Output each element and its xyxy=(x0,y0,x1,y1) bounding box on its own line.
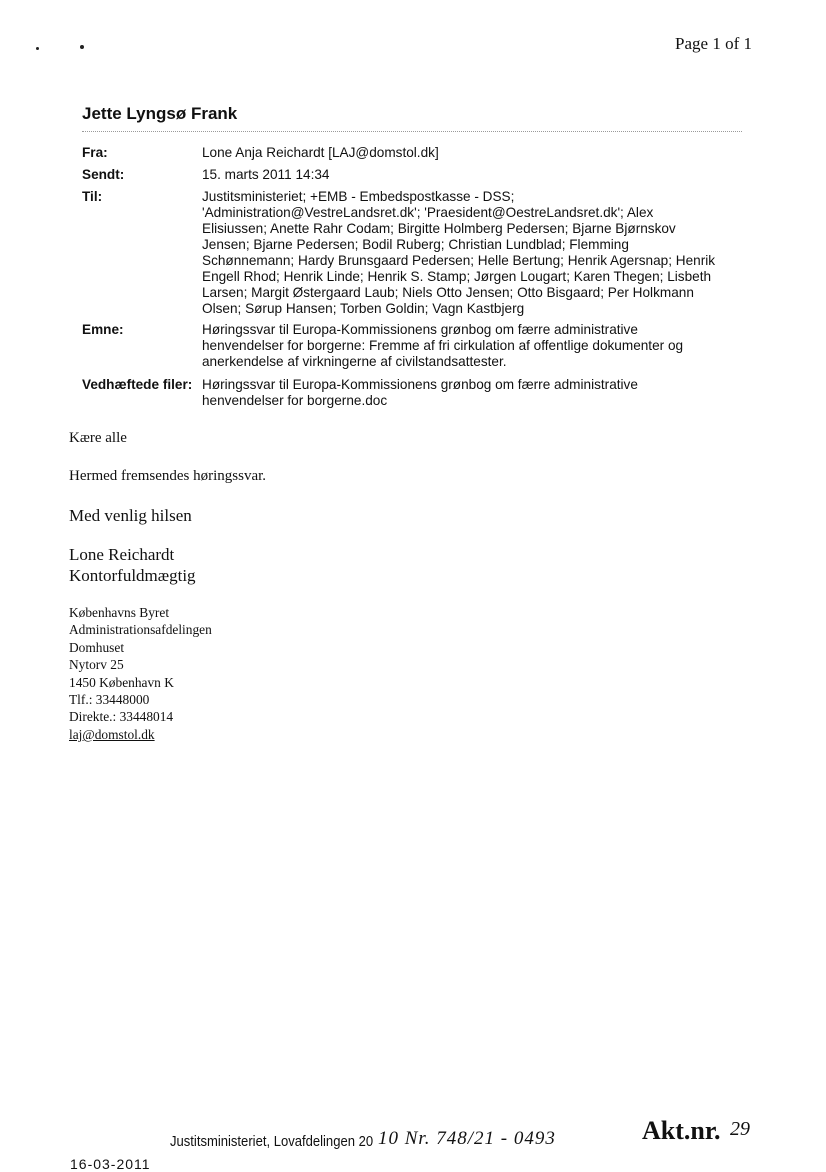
email-link[interactable]: laj@domstol.dk xyxy=(69,726,155,742)
signature-line: Københavns Byret xyxy=(69,605,170,620)
header-attachments-value xyxy=(202,377,742,409)
signature-line: 1450 København K xyxy=(69,674,174,690)
signature-line: Tlf.: 33448000 xyxy=(69,692,150,708)
header-from-label: Fra: xyxy=(82,145,108,160)
header-to-label: Til: xyxy=(82,189,103,204)
signature-line: Domhuset xyxy=(69,639,125,655)
signer-name: Lone Reichardt xyxy=(69,545,175,564)
handwritten-reference: 10 Nr. 748/21 - 0493 xyxy=(378,1128,556,1149)
signature-line: Administrationsafdelingen xyxy=(69,622,212,638)
header-subject-label: Emne: xyxy=(82,322,124,337)
footer-stamp-text: Justitsministeriet, Lovafdelingen 20 xyxy=(170,1134,374,1150)
sender-name: Jette Lyngsø Frank xyxy=(82,104,238,123)
attachment-line: henvendelser for borgerne.doc xyxy=(202,393,388,408)
signature-line: Nytorv 25 xyxy=(69,657,124,673)
header-subject-line: anerkendelse af virkningerne af civilstandsattester. xyxy=(202,354,507,369)
body-line: Hermed fremsendes høringssvar. xyxy=(69,468,267,484)
header-divider xyxy=(82,131,742,132)
header-to-value xyxy=(202,189,742,317)
header-subject-line: henvendelser for borgerne: Fremme af fri cirkulation af offentlige dokumenter og xyxy=(202,338,684,353)
attachment-line: Høringssvar til Europa-Kommissionens grønbog om færre administrative xyxy=(202,377,638,392)
header-subject-value xyxy=(202,322,742,370)
scan-speck xyxy=(36,47,39,50)
header-attachments-label: Vedhæftede filer: xyxy=(82,377,193,392)
header-to-line: Schønnemann; Hardy Brunsgaard Pedersen; Helle Bertung; Henrik Agersnap; Henrik xyxy=(202,253,716,268)
closing: Med venlig hilsen xyxy=(69,506,192,525)
header-sent-value: 15. marts 2011 14:34 xyxy=(202,167,330,182)
signature-line: Direkte.: 33448014 xyxy=(69,709,174,725)
date-stamp: 16-03-2011 xyxy=(70,1156,151,1172)
akt-label: Akt.nr. xyxy=(642,1116,721,1145)
header-sent-label: Sendt: xyxy=(82,167,125,182)
header-to-line: Olsen; Sørup Hansen; Torben Goldin; Vagn Kastbjerg xyxy=(202,301,525,316)
header-to-line: Larsen; Margit Østergaard Laub; Niels Otto Jensen; Otto Bisgaard; Per Holkmann xyxy=(202,285,694,300)
header-subject-line: Høringssvar til Europa-Kommissionens grønbog om færre administrative xyxy=(202,322,638,337)
akt-number: 29 xyxy=(730,1118,750,1140)
signature-block xyxy=(69,604,212,743)
page-number: Page 1 of 1 xyxy=(675,34,752,53)
header-to-line: Engell Rhod; Henrik Linde; Henrik S. Stamp; Jørgen Lougart; Karen Thegen; Lisbeth xyxy=(202,269,712,284)
header-to-line: Justitsministeriet; +EMB - Embedspostkasse - DSS; xyxy=(202,189,515,204)
signer-title: Kontorfuldmægtig xyxy=(69,566,196,585)
header-from-value: Lone Anja Reichardt [LAJ@domstol.dk] xyxy=(202,145,439,160)
scan-speck xyxy=(80,45,84,49)
greeting: Kære alle xyxy=(69,430,127,446)
header-to-line: Elisiussen; Anette Rahr Codam; Birgitte Holmberg Pedersen; Bjarne Bjørnskov xyxy=(202,221,676,236)
header-to-line: Jensen; Bjarne Pedersen; Bodil Ruberg; Christian Lundblad; Flemming xyxy=(202,237,629,252)
header-to-line: 'Administration@VestreLandsret.dk'; 'Praesident@OestreLandsret.dk'; Alex xyxy=(202,205,654,220)
